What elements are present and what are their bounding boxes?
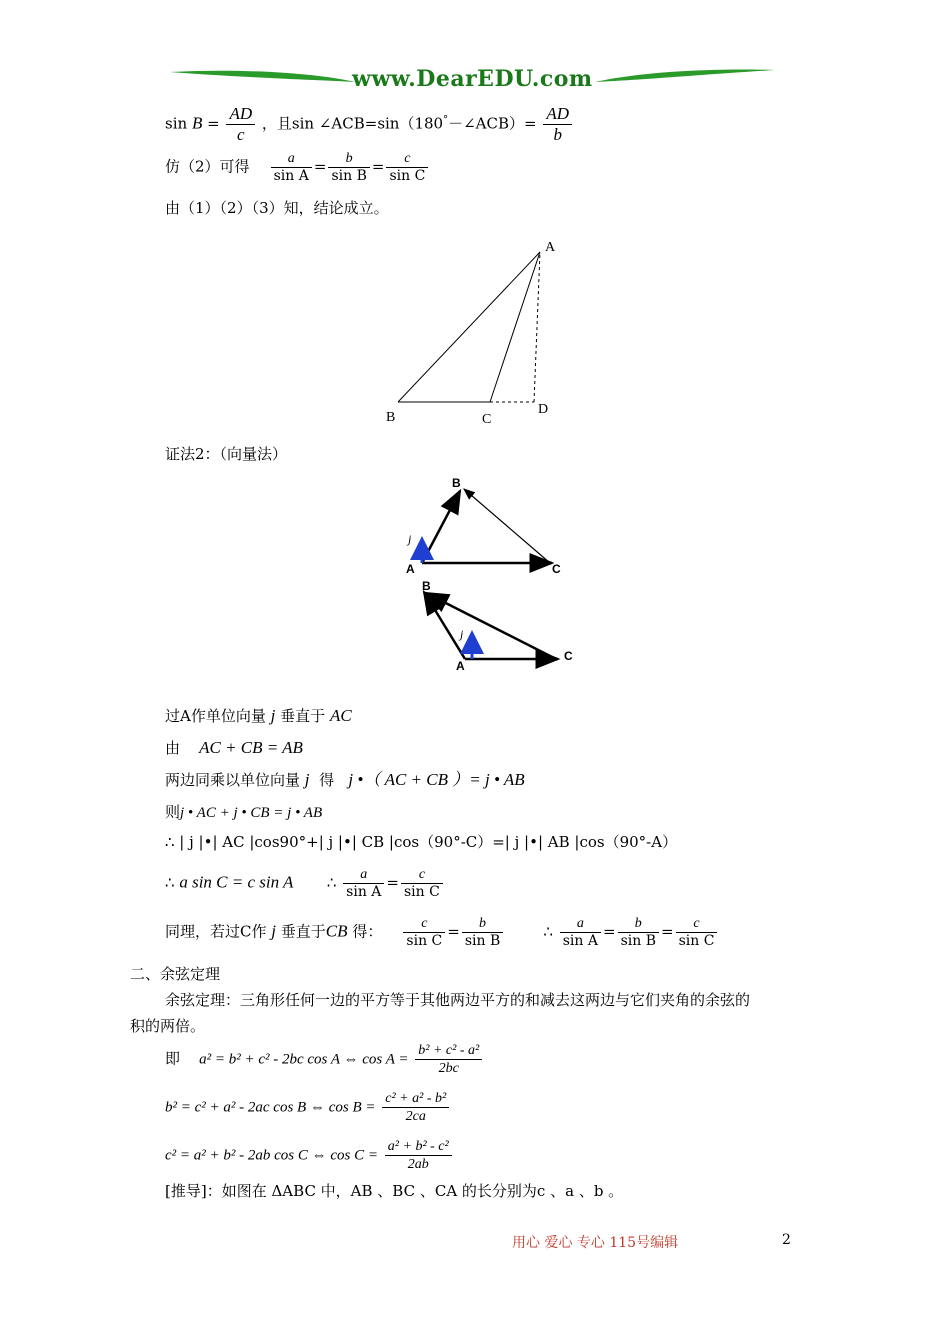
svg-text:B: B xyxy=(422,579,431,593)
svg-text:C: C xyxy=(552,562,561,576)
svg-text:C: C xyxy=(564,649,573,663)
asinC-line: ∴ a sin C = c sin A ∴ $\frac{a}{\text{sin A}}$ = $\frac{c}{\text{sin C}}$ xyxy=(165,866,445,901)
svg-text:j: j xyxy=(460,627,464,641)
footer-text: 用心 爱心 专心 115号编辑 xyxy=(512,1235,679,1251)
fraction-AD-c: $\frac{AD}{c}$ xyxy=(226,104,255,145)
vector-sum-line: 由 AC + CB = AB xyxy=(165,738,303,757)
triangle-figure-1 xyxy=(380,235,570,430)
unit-vector-line: 过A作单位向量 j 垂直于 AC xyxy=(165,706,352,725)
cosine-definition-line1: 余弦定理：三角形任何一边的平方等于其他两边平方的和减去这两边与它们夹角的余弦的 xyxy=(165,991,751,1009)
derivation-line: [推导]：如图在 ΔABC 中，AB 、BC 、CA 的长分别为c 、a 、b 。 xyxy=(165,1182,624,1200)
svg-text:A: A xyxy=(406,562,415,576)
label-B: B xyxy=(386,410,396,425)
label-D: D xyxy=(538,402,549,417)
label-A: A xyxy=(545,240,556,255)
similarly-line: 同理，若过C作 j 垂直于CB 得： $\frac{c}{\text{sin C}}$ = $\frac{b}{\text{sin B}}$ ∴ $\frac{a}{\text{sin A}}$ = $\frac{b}{\text{sin B}}$ = $\frac{c}{\text{sin C}}$ xyxy=(165,915,719,950)
section-heading-cosine: 二、余弦定理 xyxy=(130,965,221,983)
multiply-line: 两边同乘以单位向量 j 得 j •（ AC + CB ）= j • AB xyxy=(165,770,525,789)
cosine-formula-B: b² = c² + a² - 2ac cos B ⇔ cos B = $\frac{\text{c² + a² - b²}}{2ca}$ xyxy=(165,1090,451,1125)
svg-text:A: A xyxy=(456,659,465,673)
cosine-definition-line2: 积的两倍。 xyxy=(130,1017,206,1035)
proof2-heading: 证法2：（向量法） xyxy=(165,445,288,463)
vector-triangle-figure-2 xyxy=(400,475,575,580)
header-logo-text: www.DearEDU.com xyxy=(352,66,593,92)
fraction-AD-b: $\frac{AD}{b}$ xyxy=(543,104,572,145)
magnitude-line: ∴ | j |•| AC |cos90°+| j |•| CB |cos（90°-C）=| j |•| AB |cos（90°-A） xyxy=(165,833,678,851)
page-number: 2 xyxy=(782,1232,791,1248)
similar-result-line: 仿（2）可得 $\frac{a}{\text{sin A}}$ = $\frac{b}{\text{sin B}}$ = $\frac{c}{\text{sin C}}$ xyxy=(165,150,430,185)
label-C: C xyxy=(482,412,492,427)
sine-B-line: sin B = $\frac{AD}{c}$ ，且sin ∠ACB=sin（180°－∠ACB）= $\frac{AD}{b}$ xyxy=(165,104,574,145)
vector-triangle-figure-3 xyxy=(410,578,580,673)
cosine-formula-A: 即 a² = b² + c² - 2bc cos A ⇔ cos A = $\frac{\text{b² + c² - a²}}{2bc}$ xyxy=(165,1042,484,1077)
svg-text:j: j xyxy=(408,532,412,546)
svg-text:B: B xyxy=(452,476,461,490)
cosine-formula-C: c² = a² + b² - 2ab cos C ⇔ cos C = $\frac{\text{a² + b² - c²}}{2ab}$ xyxy=(165,1138,454,1173)
conclusion-line: 由（1）（2）（3）知，结论成立。 xyxy=(165,199,389,217)
dot-product-line: 则j • AC + j • CB = j • AB xyxy=(165,803,323,821)
